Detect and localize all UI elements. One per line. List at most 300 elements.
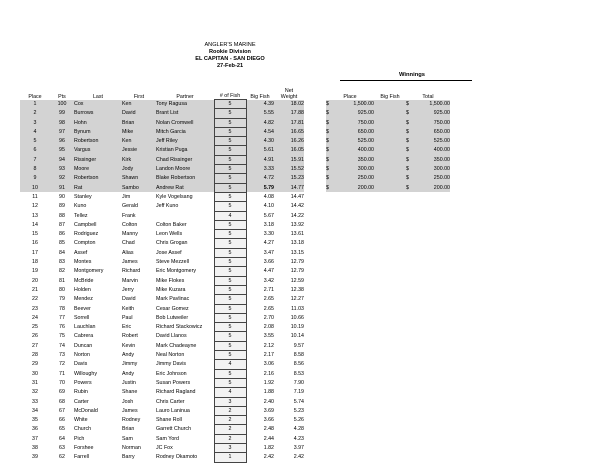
row-winnings-place-currency: $ xyxy=(326,127,336,136)
row-winnings-big-fish xyxy=(374,202,406,211)
row-last: McBride xyxy=(74,277,94,284)
row-partner: Richard Stackowicz xyxy=(156,324,203,331)
row-last: McDonald xyxy=(74,407,98,414)
row-winnings-total-currency: $ xyxy=(406,183,416,192)
row-winnings-place xyxy=(336,313,374,322)
row-winnings-place xyxy=(336,323,374,332)
table-row xyxy=(20,295,450,304)
row-winnings-place xyxy=(336,341,374,350)
row-partner: Neal Norton xyxy=(156,352,185,359)
spacer xyxy=(304,276,326,285)
row-big-fish: 5.55 xyxy=(246,109,274,118)
row-partner: Mike Flokes xyxy=(156,277,185,284)
row-fish-count: 5 xyxy=(214,165,246,174)
row-last: Rissinger xyxy=(74,155,122,164)
row-place: 34 xyxy=(32,407,38,414)
row-net-weight: 16.26 xyxy=(274,137,304,146)
row-partner: Richard Ragland xyxy=(156,389,196,396)
spacer xyxy=(304,127,326,136)
row-winnings-place xyxy=(336,202,374,211)
row-place: 20 xyxy=(32,277,38,284)
row-big-fish: 5.67 xyxy=(263,212,274,219)
row-winnings-total-currency: $ xyxy=(406,155,416,164)
row-winnings-total xyxy=(416,258,450,267)
row-net-weight: 14.42 xyxy=(290,203,304,210)
row-pts: 65 xyxy=(59,426,65,433)
row-net-weight: 18.02 xyxy=(274,100,304,109)
table-row xyxy=(20,323,450,332)
table-row xyxy=(20,416,450,425)
col-winnings-place: Place xyxy=(343,93,357,100)
row-winnings-place-currency: $ xyxy=(326,137,336,146)
row-winnings-place: 750.00 xyxy=(336,118,374,127)
col-net-weight-line2: Weight xyxy=(280,93,298,100)
col-place: Place xyxy=(28,93,42,100)
row-place: 27 xyxy=(32,342,38,349)
spacer xyxy=(304,351,326,360)
row-pts: 99 xyxy=(50,109,74,118)
row-net-weight: 12.27 xyxy=(290,296,304,303)
row-winnings-total: 400.00 xyxy=(416,146,450,155)
row-last: Davis xyxy=(74,361,88,368)
row-last: Sorrell xyxy=(74,314,90,321)
row-winnings-place-currency xyxy=(326,192,336,201)
row-big-fish: 4.08 xyxy=(263,193,274,200)
row-first: Ken xyxy=(122,137,156,146)
row-winnings-total xyxy=(416,304,450,313)
row-winnings-place-currency xyxy=(326,360,336,369)
table-row xyxy=(20,453,450,462)
row-net-weight: 14.22 xyxy=(290,212,304,219)
row-winnings-place xyxy=(336,258,374,267)
row-partner: Andrew Rat xyxy=(156,183,214,192)
col-partner: Partner xyxy=(176,93,194,100)
table-row xyxy=(20,341,450,350)
row-net-weight: 10.14 xyxy=(290,333,304,340)
row-place: 21 xyxy=(32,286,38,293)
spacer xyxy=(304,313,326,322)
row-winnings-big-fish xyxy=(374,313,406,322)
row-winnings-place xyxy=(336,332,374,341)
row-pts: 81 xyxy=(59,277,65,284)
row-winnings-total: 1,500.00 xyxy=(416,100,450,109)
row-pts: 93 xyxy=(50,165,74,174)
row-net-weight: 12.38 xyxy=(290,286,304,293)
row-fish-count: 5 xyxy=(214,351,246,360)
row-winnings-total-currency xyxy=(406,230,416,239)
row-partner: Mitch Garcia xyxy=(156,127,214,136)
col-net-weight-line1: Net xyxy=(284,87,294,94)
row-big-fish: 2.44 xyxy=(263,435,274,442)
row-partner: Chris Carter xyxy=(156,398,185,405)
row-first: Colton xyxy=(122,221,138,228)
row-net-weight: 5.23 xyxy=(293,407,304,414)
row-first: Jimmy xyxy=(122,361,138,368)
row-winnings-big-fish xyxy=(374,220,406,229)
row-fish-count: 5 xyxy=(214,258,246,267)
row-pts: 96 xyxy=(50,137,74,146)
row-first: Jessie xyxy=(122,146,156,155)
spacer xyxy=(304,258,326,267)
row-pts: 82 xyxy=(59,268,65,275)
row-big-fish: 3.18 xyxy=(263,221,274,228)
row-place: 39 xyxy=(32,454,38,461)
row-first: Brian xyxy=(122,426,135,433)
table-row xyxy=(20,109,450,118)
row-winnings-place xyxy=(336,453,374,462)
row-net-weight: 9.57 xyxy=(293,342,304,349)
row-partner: Colton Baker xyxy=(156,221,187,228)
table-row xyxy=(20,202,450,211)
row-winnings-place xyxy=(336,220,374,229)
row-first: Keith xyxy=(122,305,135,312)
winnings-label: Winnings xyxy=(398,72,426,78)
row-net-weight: 8.56 xyxy=(293,361,304,368)
row-winnings-total-currency: $ xyxy=(406,146,416,155)
row-net-weight: 16.65 xyxy=(274,127,304,136)
row-big-fish: 4.39 xyxy=(246,100,274,109)
row-first: Kirk xyxy=(122,155,156,164)
row-winnings-place xyxy=(336,425,374,434)
row-pts: 94 xyxy=(50,155,74,164)
row-pts: 98 xyxy=(50,118,74,127)
results-table xyxy=(20,82,450,463)
table-row xyxy=(20,258,450,267)
row-pts: 64 xyxy=(59,435,65,442)
row-winnings-place-currency xyxy=(326,388,336,397)
spacer xyxy=(304,267,326,276)
spacer xyxy=(304,211,326,220)
row-net-weight: 7.90 xyxy=(293,379,304,386)
row-winnings-total xyxy=(416,388,450,397)
row-net-weight: 12.59 xyxy=(290,277,304,284)
row-winnings-place xyxy=(336,295,374,304)
row-winnings-big-fish xyxy=(374,443,406,452)
row-place: 9 xyxy=(20,174,50,183)
row-winnings-big-fish xyxy=(374,248,406,257)
row-last: Church xyxy=(74,426,92,433)
row-first: Paul xyxy=(122,314,133,321)
row-big-fish: 1.82 xyxy=(263,444,274,451)
table-row xyxy=(20,183,450,192)
row-partner: Mike Kuzara xyxy=(156,286,186,293)
row-place: 6 xyxy=(20,146,50,155)
row-winnings-total-currency xyxy=(406,202,416,211)
row-last: Norton xyxy=(74,352,90,359)
row-fish-count: 5 xyxy=(214,118,246,127)
spacer xyxy=(304,425,326,434)
row-winnings-place xyxy=(336,434,374,443)
row-last: Beever xyxy=(74,305,91,312)
row-fish-count: 4 xyxy=(214,360,246,369)
row-winnings-total xyxy=(416,211,450,220)
row-place: 10 xyxy=(20,183,50,192)
row-winnings-big-fish xyxy=(374,109,406,118)
division-name: Rookie Division xyxy=(209,49,251,55)
row-winnings-big-fish xyxy=(374,285,406,294)
col-winnings-big-fish: Big Fish xyxy=(380,93,400,100)
row-net-weight: 8.58 xyxy=(293,352,304,359)
row-place: 25 xyxy=(32,324,38,331)
row-pts: 84 xyxy=(59,249,65,256)
row-winnings-place xyxy=(336,239,374,248)
row-winnings-total: 925.00 xyxy=(416,109,450,118)
row-net-weight: 8.53 xyxy=(293,370,304,377)
row-winnings-big-fish xyxy=(374,230,406,239)
row-partner: Nolan Cromwell xyxy=(156,118,214,127)
row-last: Burrows xyxy=(74,109,122,118)
row-winnings-place xyxy=(336,388,374,397)
row-fish-count: 5 xyxy=(214,220,246,229)
row-last: Pich xyxy=(74,435,85,442)
row-big-fish: 4.47 xyxy=(263,268,274,275)
row-pts: 87 xyxy=(59,221,65,228)
spacer xyxy=(304,183,326,192)
row-place: 29 xyxy=(32,361,38,368)
spacer xyxy=(304,146,326,155)
row-big-fish: 3.06 xyxy=(263,361,274,368)
table-row xyxy=(20,406,450,415)
row-winnings-total-currency xyxy=(406,406,416,415)
row-winnings-total-currency xyxy=(406,248,416,257)
row-big-fish: 2.65 xyxy=(263,296,274,303)
row-winnings-big-fish xyxy=(374,323,406,332)
row-place: 14 xyxy=(32,221,38,228)
row-winnings-place xyxy=(336,351,374,360)
row-last: Robertson xyxy=(74,174,122,183)
row-partner: Steve Mezzell xyxy=(156,259,189,266)
row-winnings-place xyxy=(336,192,374,201)
row-winnings-place-currency: $ xyxy=(326,100,336,109)
row-winnings-big-fish xyxy=(374,192,406,201)
row-winnings-big-fish xyxy=(374,276,406,285)
row-winnings-place-currency xyxy=(326,323,336,332)
row-net-weight: 15.91 xyxy=(274,155,304,164)
row-net-weight: 5.26 xyxy=(293,417,304,424)
row-winnings-place xyxy=(336,369,374,378)
row-fish-count: 4 xyxy=(214,211,246,220)
row-last: Tellez xyxy=(74,212,88,219)
row-winnings-big-fish xyxy=(374,425,406,434)
row-big-fish: 4.82 xyxy=(246,118,274,127)
table-row xyxy=(20,434,450,443)
row-pts: 79 xyxy=(59,296,65,303)
row-fish-count: 5 xyxy=(214,295,246,304)
row-first: Justin xyxy=(122,379,136,386)
row-net-weight: 15.23 xyxy=(274,174,304,183)
row-pts: 74 xyxy=(59,342,65,349)
row-winnings-place-currency xyxy=(326,397,336,406)
row-pts: 72 xyxy=(59,361,65,368)
row-partner: Susan Powers xyxy=(156,379,191,386)
row-winnings-total-currency xyxy=(406,258,416,267)
row-first: Gerald xyxy=(122,203,138,210)
row-place: 37 xyxy=(32,435,38,442)
row-winnings-total-currency xyxy=(406,453,416,462)
row-first: Marvin xyxy=(122,277,138,284)
row-net-weight: 16.05 xyxy=(274,146,304,155)
table-row xyxy=(20,127,450,136)
spacer xyxy=(304,192,326,201)
row-first: Ken xyxy=(122,100,156,109)
row-winnings-place-currency xyxy=(326,267,336,276)
row-net-weight: 4.28 xyxy=(293,426,304,433)
row-first: Chad xyxy=(122,240,135,247)
row-big-fish: 2.71 xyxy=(263,286,274,293)
row-net-weight: 13.18 xyxy=(290,240,304,247)
row-partner: David Llanos xyxy=(156,333,187,340)
row-winnings-place xyxy=(336,443,374,452)
row-winnings-total-currency xyxy=(406,211,416,220)
row-fish-count: 5 xyxy=(214,192,246,201)
row-winnings-place-currency xyxy=(326,295,336,304)
col-winnings-total: Total xyxy=(422,93,434,100)
row-first: James xyxy=(122,259,138,266)
row-last: Holden xyxy=(74,286,91,293)
row-first: David xyxy=(122,109,156,118)
header-row xyxy=(20,82,450,100)
row-fish-count: 2 xyxy=(214,416,246,425)
row-winnings-big-fish xyxy=(374,155,406,164)
row-fish-count: 5 xyxy=(214,276,246,285)
row-pts: 70 xyxy=(59,379,65,386)
row-pts: 68 xyxy=(59,398,65,405)
row-winnings-place: 300.00 xyxy=(336,165,374,174)
row-winnings-total-currency: $ xyxy=(406,109,416,118)
row-first: Norman xyxy=(122,444,141,451)
row-partner: Tony Ragusa xyxy=(156,100,214,109)
winnings-divider xyxy=(340,80,472,81)
row-winnings-total xyxy=(416,397,450,406)
row-last: Robertson xyxy=(74,137,122,146)
row-winnings-place-currency xyxy=(326,313,336,322)
row-net-weight: 13.61 xyxy=(290,231,304,238)
row-winnings-place-currency xyxy=(326,220,336,229)
row-big-fish: 3.30 xyxy=(263,231,274,238)
row-partner: Sam Yord xyxy=(156,435,179,442)
row-winnings-total-currency xyxy=(406,360,416,369)
row-big-fish: 2.48 xyxy=(263,426,274,433)
row-winnings-place: 250.00 xyxy=(336,174,374,183)
row-winnings-total xyxy=(416,406,450,415)
row-last: Moore xyxy=(74,165,122,174)
row-pts: 91 xyxy=(50,183,74,192)
row-winnings-place-currency xyxy=(326,434,336,443)
row-winnings-big-fish xyxy=(374,341,406,350)
row-place: 24 xyxy=(32,314,38,321)
row-last: Assef xyxy=(74,249,88,256)
row-first: James xyxy=(122,407,138,414)
row-winnings-total-currency xyxy=(406,443,416,452)
row-place: 31 xyxy=(32,379,38,386)
row-place: 23 xyxy=(32,305,38,312)
row-winnings-place xyxy=(336,360,374,369)
row-first: Sam xyxy=(122,435,133,442)
row-first: Jim xyxy=(122,193,131,200)
row-winnings-total: 525.00 xyxy=(416,137,450,146)
row-place: 16 xyxy=(32,240,38,247)
row-pts: 62 xyxy=(59,454,65,461)
row-winnings-place xyxy=(336,406,374,415)
row-last: Mendez xyxy=(74,296,93,303)
spacer xyxy=(304,388,326,397)
table-row xyxy=(20,267,450,276)
row-winnings-big-fish xyxy=(374,295,406,304)
row-partner: Mark Chadeayne xyxy=(156,342,197,349)
row-first: Brian xyxy=(122,118,156,127)
row-place: 22 xyxy=(32,296,38,303)
row-place: 19 xyxy=(32,268,38,275)
row-winnings-place-currency xyxy=(326,443,336,452)
row-winnings-total xyxy=(416,276,450,285)
row-net-weight: 15.52 xyxy=(274,165,304,174)
row-net-weight: 7.19 xyxy=(293,389,304,396)
row-first: David xyxy=(122,296,136,303)
spacer xyxy=(304,304,326,313)
table-row xyxy=(20,351,450,360)
row-winnings-total-currency xyxy=(406,425,416,434)
row-last: Montes xyxy=(74,259,92,266)
row-partner: Jose Assef xyxy=(156,249,182,256)
row-first: Shawn xyxy=(122,174,156,183)
row-winnings-total xyxy=(416,453,450,462)
row-pts: 86 xyxy=(59,231,65,238)
row-winnings-big-fish xyxy=(374,406,406,415)
row-place: 13 xyxy=(32,212,38,219)
row-first: Sambo xyxy=(122,183,156,192)
row-winnings-place: 650.00 xyxy=(336,127,374,136)
table-row xyxy=(20,360,450,369)
row-winnings-place-currency xyxy=(326,332,336,341)
row-winnings-total-currency xyxy=(406,313,416,322)
row-winnings-total-currency xyxy=(406,276,416,285)
row-pts: 95 xyxy=(50,146,74,155)
row-winnings-total xyxy=(416,239,450,248)
row-net-weight: 13.92 xyxy=(290,221,304,228)
spacer xyxy=(304,285,326,294)
row-pts: 71 xyxy=(59,370,65,377)
row-fish-count: 5 xyxy=(214,378,246,387)
row-net-weight: 10.19 xyxy=(290,324,304,331)
col-fish: # of Fish xyxy=(219,93,241,99)
lake-name: EL CAPITAN - SAN DIEGO xyxy=(195,56,265,62)
row-place: 26 xyxy=(32,333,38,340)
row-place: 33 xyxy=(32,398,38,405)
row-winnings-total-currency xyxy=(406,267,416,276)
row-winnings-total-currency: $ xyxy=(406,118,416,127)
row-winnings-place-currency xyxy=(326,202,336,211)
row-winnings-total xyxy=(416,230,450,239)
row-fish-count: 5 xyxy=(214,137,246,146)
row-pts: 75 xyxy=(59,333,65,340)
row-pts: 97 xyxy=(50,127,74,136)
row-big-fish: 3.33 xyxy=(246,165,274,174)
table-row xyxy=(20,248,450,257)
row-winnings-total-currency xyxy=(406,416,416,425)
row-winnings-total-currency xyxy=(406,295,416,304)
row-pts: 85 xyxy=(59,240,65,247)
table-row xyxy=(20,378,450,387)
row-fish-count: 2 xyxy=(214,406,246,415)
row-winnings-place xyxy=(336,378,374,387)
row-fish-count: 5 xyxy=(214,267,246,276)
row-winnings-big-fish xyxy=(374,183,406,192)
row-winnings-big-fish xyxy=(374,304,406,313)
row-pts: 92 xyxy=(50,174,74,183)
col-last: Last xyxy=(92,93,103,100)
row-winnings-place-currency xyxy=(326,416,336,425)
row-first: Kevin xyxy=(122,342,136,349)
